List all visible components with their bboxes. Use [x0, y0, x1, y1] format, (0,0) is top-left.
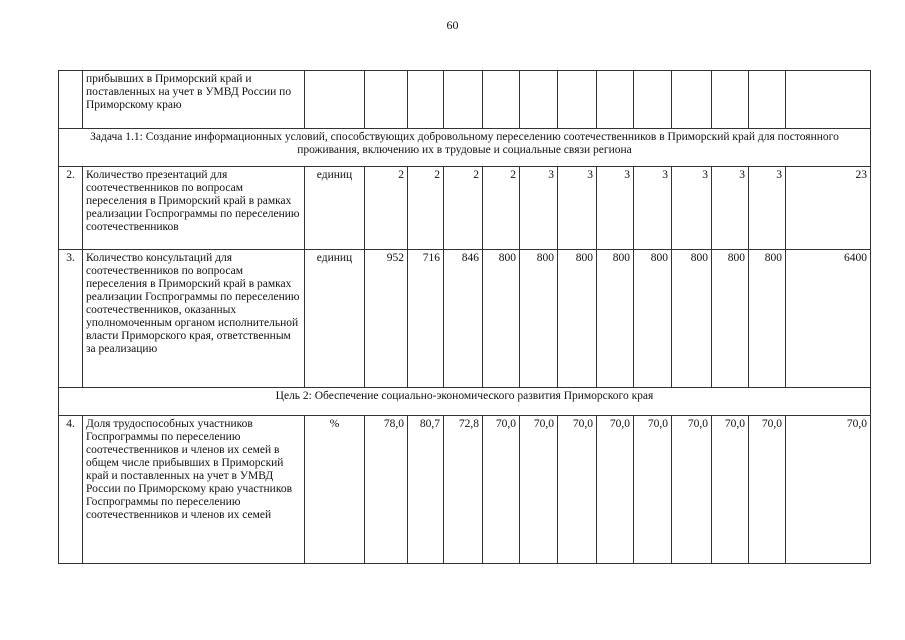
value-cell: 846 [444, 250, 483, 388]
goal-heading: Цель 2: Обеспечение социально-экономического развития Приморского края [59, 388, 871, 416]
row-number: 4. [59, 416, 83, 564]
row-number: 2. [59, 167, 83, 250]
row-number: 3. [59, 250, 83, 388]
value-cell [444, 71, 483, 129]
value-cell: 716 [408, 250, 444, 388]
value-cell: 2 [408, 167, 444, 250]
value-cell: 70,0 [520, 416, 558, 564]
indicator-description: прибывших в Приморский край и поставленных на учет в УМВД России по Приморскому краю [83, 71, 305, 129]
table-row [59, 250, 871, 388]
value-cell [749, 71, 786, 129]
value-cell: 70,0 [597, 416, 634, 564]
value-cell [365, 71, 408, 129]
table-row [59, 167, 871, 250]
value-cell: 3 [520, 167, 558, 250]
value-cell: 3 [749, 167, 786, 250]
value-cell: 952 [365, 250, 408, 388]
indicators-table [58, 70, 871, 564]
value-cell: 800 [712, 250, 749, 388]
unit-cell [305, 71, 365, 129]
table-row [59, 71, 871, 129]
goal-heading-row [59, 388, 871, 416]
row-number [59, 71, 83, 129]
total-cell [786, 71, 871, 129]
value-cell: 800 [483, 250, 520, 388]
value-cell: 80,7 [408, 416, 444, 564]
value-cell: 3 [672, 167, 712, 250]
total-cell: 6400 [786, 250, 871, 388]
task-heading: Задача 1.1: Создание информационных условий, способствующих добровольному переселению соотечественников в Приморский край для постоянного проживания, включению их в трудовые и социальные связи региона [59, 129, 871, 167]
value-cell: 70,0 [749, 416, 786, 564]
value-cell: 800 [597, 250, 634, 388]
value-cell: 78,0 [365, 416, 408, 564]
unit-cell: % [305, 416, 365, 564]
value-cell [408, 71, 444, 129]
value-cell: 800 [672, 250, 712, 388]
value-cell: 70,0 [483, 416, 520, 564]
value-cell [634, 71, 672, 129]
value-cell: 800 [749, 250, 786, 388]
value-cell [672, 71, 712, 129]
total-cell: 70,0 [786, 416, 871, 564]
value-cell: 70,0 [634, 416, 672, 564]
value-cell: 3 [712, 167, 749, 250]
table-row [59, 416, 871, 564]
value-cell [597, 71, 634, 129]
unit-cell: единиц [305, 167, 365, 250]
indicator-description: Количество консультаций для соотечественников по вопросам переселения в Приморский край в рамках реализации Госпрограммы по переселению соотечественников, оказанных уполномоченным органом исполнительной власти Приморского края, ответственным за реализацию [83, 250, 305, 388]
value-cell [483, 71, 520, 129]
value-cell: 800 [634, 250, 672, 388]
value-cell: 800 [558, 250, 597, 388]
unit-cell: единиц [305, 250, 365, 388]
indicator-description: Количество презентаций для соотечественников по вопросам переселения в Приморский край в рамках реализации Госпрограммы по переселению соотечественников [83, 167, 305, 250]
value-cell: 3 [597, 167, 634, 250]
value-cell [520, 71, 558, 129]
value-cell: 2 [365, 167, 408, 250]
value-cell: 70,0 [712, 416, 749, 564]
value-cell: 72,8 [444, 416, 483, 564]
total-cell: 23 [786, 167, 871, 250]
task-heading-row [59, 129, 871, 167]
value-cell [712, 71, 749, 129]
value-cell: 70,0 [672, 416, 712, 564]
value-cell: 2 [483, 167, 520, 250]
value-cell: 70,0 [558, 416, 597, 564]
value-cell: 2 [444, 167, 483, 250]
value-cell: 800 [520, 250, 558, 388]
value-cell [558, 71, 597, 129]
value-cell: 3 [634, 167, 672, 250]
value-cell: 3 [558, 167, 597, 250]
page-number: 60 [446, 18, 459, 32]
indicator-description: Доля трудоспособных участников Госпрограммы по переселению соотечественников и членов их семей в общем числе прибывших в Приморский край и поставленных на учет в УМВД России по Приморскому краю участников Госпрограммы по переселению соотечественников и членов их семей [83, 416, 305, 564]
